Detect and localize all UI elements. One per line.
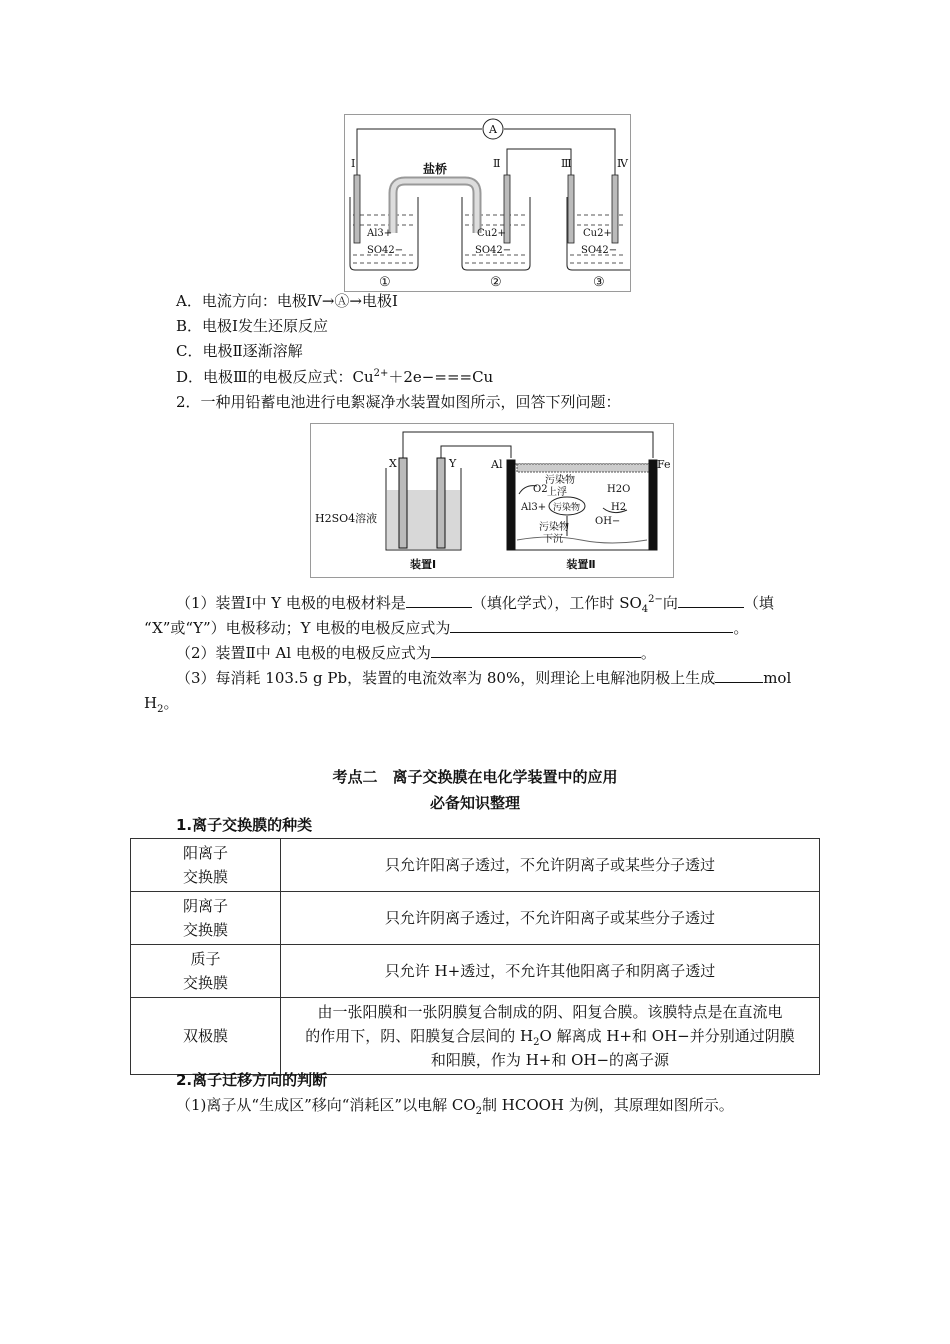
sub3-line1 — [176, 667, 791, 688]
heading-2: 2.离子迁移方向的判断 — [176, 1071, 328, 1089]
sub2-line — [176, 642, 656, 663]
electrode-2-label: Ⅱ — [493, 157, 501, 170]
key-line-2: 交换膜 — [182, 868, 228, 886]
table-cell-value: 只允许阳离子透过，不允许阴离子或某些分子透过 — [281, 839, 820, 892]
value-line-1: 由一张阳膜和一张阴膜复合制成的阴、阳复合膜。该膜特点是在直流电 — [317, 1003, 783, 1021]
heading-1: 1.离子交换膜的种类 — [176, 816, 313, 834]
option-d-suffix: ＋2e−===Cu — [388, 368, 494, 386]
table-cell-key — [131, 892, 281, 945]
table-cell-value: 只允许 H+透过，不允许其他阳离子和阴离子透过 — [281, 945, 820, 998]
cells-diagram — [345, 115, 630, 291]
x-electrode-label: X — [389, 457, 397, 470]
table-row — [131, 892, 820, 945]
al-electrode-label: Al — [491, 458, 503, 471]
sub2-text-a: （2）装置Ⅱ中 Al 电极的电极反应式为 — [176, 644, 431, 662]
cell1-ion-bottom: SO42− — [367, 245, 404, 256]
sink-label: 下沉 — [543, 534, 563, 545]
cell3-ion-bottom: SO42− — [581, 245, 618, 256]
cell2-ion-top: Cu2+ — [477, 228, 506, 239]
option-d-prefix: D．电极Ⅲ的电极反应式：Cu — [176, 368, 374, 386]
figure-electrochemical-cells — [344, 114, 631, 292]
option-d-sup: 2+ — [373, 368, 389, 379]
sub1-line2 — [144, 617, 748, 638]
answer-blank-1[interactable] — [406, 592, 472, 608]
cell2-number: ② — [490, 275, 502, 290]
answer-blank-3[interactable] — [450, 617, 733, 633]
last-line — [176, 1095, 734, 1115]
option-a: A．电流方向：电极Ⅳ→Ⓐ→电极Ⅰ — [176, 292, 398, 310]
table-cell-value — [281, 998, 820, 1075]
table-row — [131, 945, 820, 998]
device-2-label: 装置Ⅱ — [566, 558, 596, 571]
h2so4-solution-label: H2SO4溶液 — [315, 512, 378, 525]
float-label: 上浮 — [547, 487, 567, 498]
key-line-1: 质子 — [190, 950, 221, 968]
al3-label: Al3+ — [521, 502, 547, 513]
sub1-text-f: 。 — [733, 619, 749, 637]
electrode-3-label: Ⅲ — [561, 157, 572, 170]
cell2-ion-bottom: SO42− — [475, 245, 512, 256]
y-electrode-label: Y — [449, 457, 457, 470]
h2o-label: H2O — [607, 484, 631, 495]
sub1-text-b: （填化学式），工作时 SO — [471, 594, 642, 612]
value-line-2a: 的作用下，阴、阳膜复合层间的 H — [305, 1027, 534, 1045]
option-c: C．电极Ⅱ逐渐溶解 — [176, 342, 303, 360]
sub2-text-b: 。 — [640, 644, 656, 662]
answer-blank-2[interactable] — [678, 592, 744, 608]
pollutant-up-label: 污染物 — [545, 475, 575, 486]
answer-blank-4[interactable] — [431, 642, 641, 658]
table-row — [131, 839, 820, 892]
sub1-text-a: （1）装置Ⅰ中 Y 电极的电极材料是 — [176, 594, 406, 612]
figure-electrocoagulation — [310, 423, 674, 578]
key-line-2: 交换膜 — [182, 921, 228, 939]
h2-label: H2 — [611, 502, 627, 513]
table-cell-key — [131, 839, 281, 892]
option-d — [176, 367, 493, 387]
last-text-c: 制 HCOOH 为例，其原理如图所示。 — [482, 1096, 734, 1114]
ammeter-label: A — [489, 123, 497, 136]
o2-label: O2 — [533, 484, 548, 495]
sub3-text-e: 。 — [163, 694, 179, 712]
sub3-text-a: （3）每消耗 103.5 g Pb，装置的电流效率为 80%，则理论上电解池阴极上生成 — [176, 669, 716, 687]
table-cell-value: 只允许阴离子透过，不允许阳离子或某些分子透过 — [281, 892, 820, 945]
cell1-number: ① — [379, 275, 391, 290]
membrane-types-table — [130, 838, 820, 1075]
value-line-2c: O 解离成 H+和 OH−并分别通过阴膜 — [539, 1027, 795, 1045]
last-text-b: 2 — [475, 1106, 482, 1117]
cell3-number: ③ — [593, 275, 605, 290]
fe-electrode-label: Fe — [657, 458, 671, 471]
answer-blank-5[interactable] — [715, 667, 763, 683]
sub3-line2 — [144, 693, 178, 713]
electrode-1-label: Ⅰ — [351, 157, 356, 170]
electrocoagulation-diagram — [311, 424, 673, 577]
electrode-4-label: Ⅳ — [617, 157, 628, 170]
sub3-text-c: H — [144, 694, 158, 712]
key-line-1: 阳离子 — [182, 844, 228, 862]
value-line-2b: 2 — [533, 1037, 540, 1048]
table-cell-key — [131, 945, 281, 998]
pollutant-mid-label: 污染物 — [553, 503, 581, 513]
key-line-2: 交换膜 — [182, 974, 228, 992]
sub3-text-d: 2 — [157, 704, 164, 715]
salt-bridge-label: 盐桥 — [422, 162, 448, 176]
cell3-ion-top: Cu2+ — [583, 228, 612, 239]
value-line-3: 和阳膜，作为 H+和 OH−的离子源 — [430, 1051, 670, 1069]
section-subtitle: 必备知识整理 — [429, 794, 520, 812]
oh-label: OH− — [595, 516, 621, 527]
sub1-line1: （1）装置Ⅰ中 Y 电极的电极材料是 （填化学式），工作时 $SO_4^{2-}$向 （填 — [176, 594, 774, 615]
sub1-text-d: （填 — [743, 594, 774, 612]
cell1-ion-top: Al3+ — [367, 228, 393, 239]
sub1-text-c: 向 — [662, 594, 678, 612]
section-title: 考点二 离子交换膜在电化学装置中的应用 — [332, 768, 618, 786]
pollutant-down-label: 污染物 — [539, 522, 569, 533]
table-cell-key: 双极膜 — [131, 998, 281, 1075]
question-2: 2．一种用铅蓄电池进行电絮凝净水装置如图所示，回答下列问题： — [176, 393, 621, 411]
device-1-label: 装置Ⅰ — [409, 558, 437, 571]
sub1-text-e: “X”或“Y”）电极移动；Y 电极的电极反应式为 — [144, 619, 451, 637]
table-row — [131, 998, 820, 1075]
option-b: B．电极Ⅰ发生还原反应 — [176, 317, 328, 335]
key-line-1: 阴离子 — [182, 897, 228, 915]
sub3-text-b: mol — [763, 669, 792, 687]
last-text-a: （1)离子从“生成区”移向“消耗区”以电解 CO — [176, 1096, 476, 1114]
